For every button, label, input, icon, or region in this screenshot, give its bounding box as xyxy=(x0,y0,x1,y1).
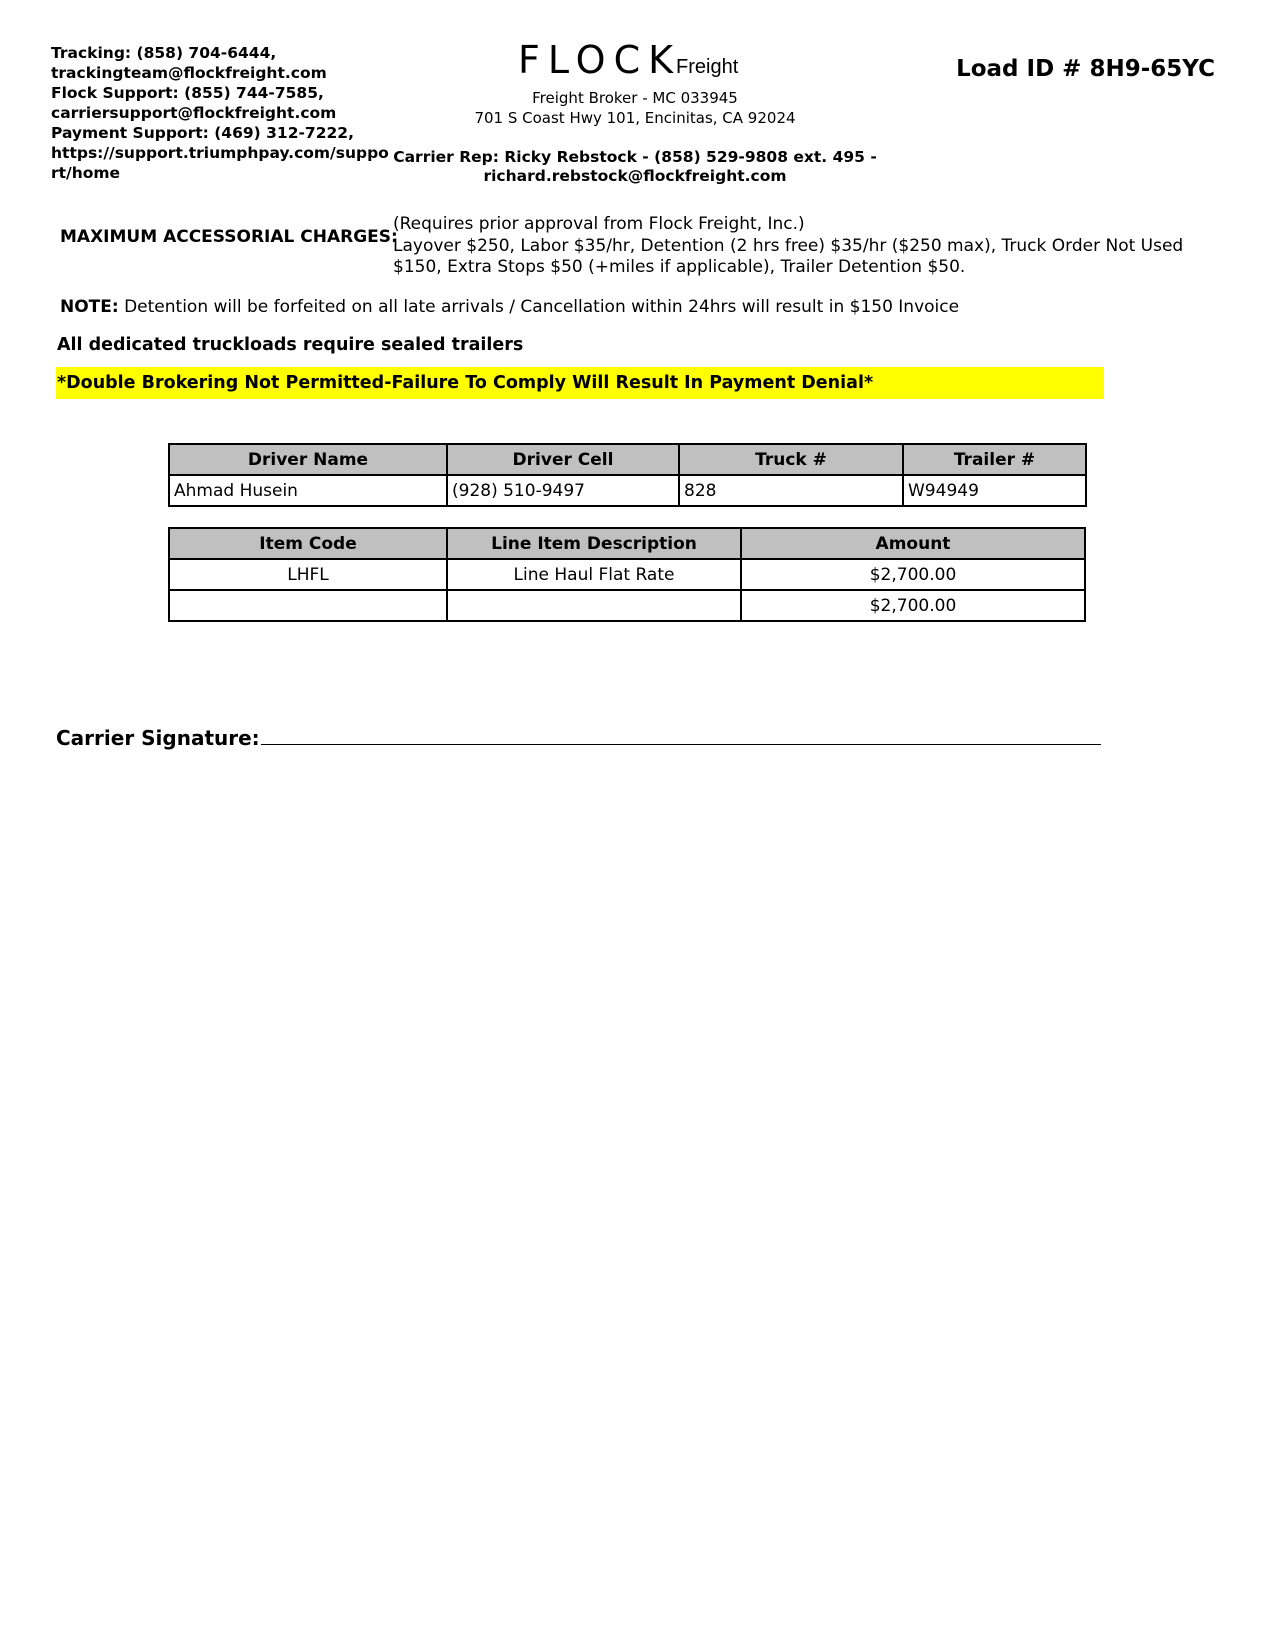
contact-block xyxy=(51,43,396,183)
carrier-signature xyxy=(56,724,1101,751)
table-row xyxy=(169,475,1086,506)
header-trailer: Trailer # xyxy=(903,444,1086,475)
signature-line[interactable] xyxy=(261,724,1101,745)
load-id: Load ID # 8H9-65YC xyxy=(956,56,1215,82)
note xyxy=(60,296,959,318)
truck-number: 828 xyxy=(679,475,903,506)
broker-address: 701 S Coast Hwy 101, Encinitas, CA 92024 xyxy=(474,109,796,127)
header-item-code: Item Code xyxy=(169,528,447,559)
accessorial-charges: Layover $250, Labor $35/hr, Detention (2 hrs free) $35/hr ($250 max), Truck Order Not Used $150, Extra Stops $50 (+miles if applicable), Trailer Detention $50. xyxy=(393,235,1184,277)
item-code xyxy=(169,590,447,621)
line-items-table xyxy=(168,527,1086,622)
note-text: Detention will be forfeited on all late arrivals / Cancellation within 24hrs will result in $150 Invoice xyxy=(118,297,960,317)
note-label: NOTE: xyxy=(60,297,119,317)
broker-mc: Freight Broker - MC 033945 xyxy=(532,89,738,107)
logo-wordmark: FLOCK xyxy=(518,38,682,82)
carrier-support-email: carriersupport@flockfreight.com xyxy=(51,104,337,122)
driver-table xyxy=(168,443,1087,507)
header-driver-cell: Driver Cell xyxy=(447,444,679,475)
table-row xyxy=(169,559,1085,590)
header-line-item-description: Line Item Description xyxy=(447,528,741,559)
flock-support-phone: Flock Support: (855) 744-7585, xyxy=(51,84,324,102)
header-driver-name: Driver Name xyxy=(169,444,447,475)
item-code: LHFL xyxy=(169,559,447,590)
carrier-rep-email: richard.rebstock@flockfreight.com xyxy=(483,167,787,185)
carrier-rep xyxy=(390,148,880,186)
driver-cell: (928) 510-9497 xyxy=(447,475,679,506)
trailer-number: W94949 xyxy=(903,475,1086,506)
header-truck: Truck # xyxy=(679,444,903,475)
signature-label: Carrier Signature: xyxy=(56,726,260,750)
item-description xyxy=(447,590,741,621)
tracking-phone: Tracking: (858) 704-6444, xyxy=(51,44,277,62)
table-row xyxy=(169,590,1085,621)
payment-support-phone: Payment Support: (469) 312-7222, xyxy=(51,124,354,142)
tracking-email: trackingteam@flockfreight.com xyxy=(51,64,327,82)
table-header-row xyxy=(169,528,1085,559)
flock-freight-logo xyxy=(518,38,758,82)
item-amount: $2,700.00 xyxy=(741,559,1085,590)
accessorial-approval: (Requires prior approval from Flock Freight, Inc.) xyxy=(393,214,805,234)
table-header-row xyxy=(169,444,1086,475)
carrier-rep-line1: Carrier Rep: Ricky Rebstock - (858) 529-9808 ext. 495 - xyxy=(393,148,877,166)
broker-info xyxy=(390,88,880,186)
accessorial-label: MAXIMUM ACCESSORIAL CHARGES: xyxy=(60,227,398,247)
accessorial-text xyxy=(393,214,1213,279)
logo-subtitle: Freight xyxy=(676,56,739,78)
double-brokering-warning: *Double Brokering Not Permitted-Failure To Comply Will Result In Payment Denial* xyxy=(56,367,1104,399)
item-description: Line Haul Flat Rate xyxy=(447,559,741,590)
sealed-trailers-notice: All dedicated truckloads require sealed trailers xyxy=(57,335,524,355)
header-amount: Amount xyxy=(741,528,1085,559)
payment-support-url: https://support.triumphpay.com/support/home xyxy=(51,144,389,182)
total-amount: $2,700.00 xyxy=(741,590,1085,621)
driver-name: Ahmad Husein xyxy=(169,475,447,506)
